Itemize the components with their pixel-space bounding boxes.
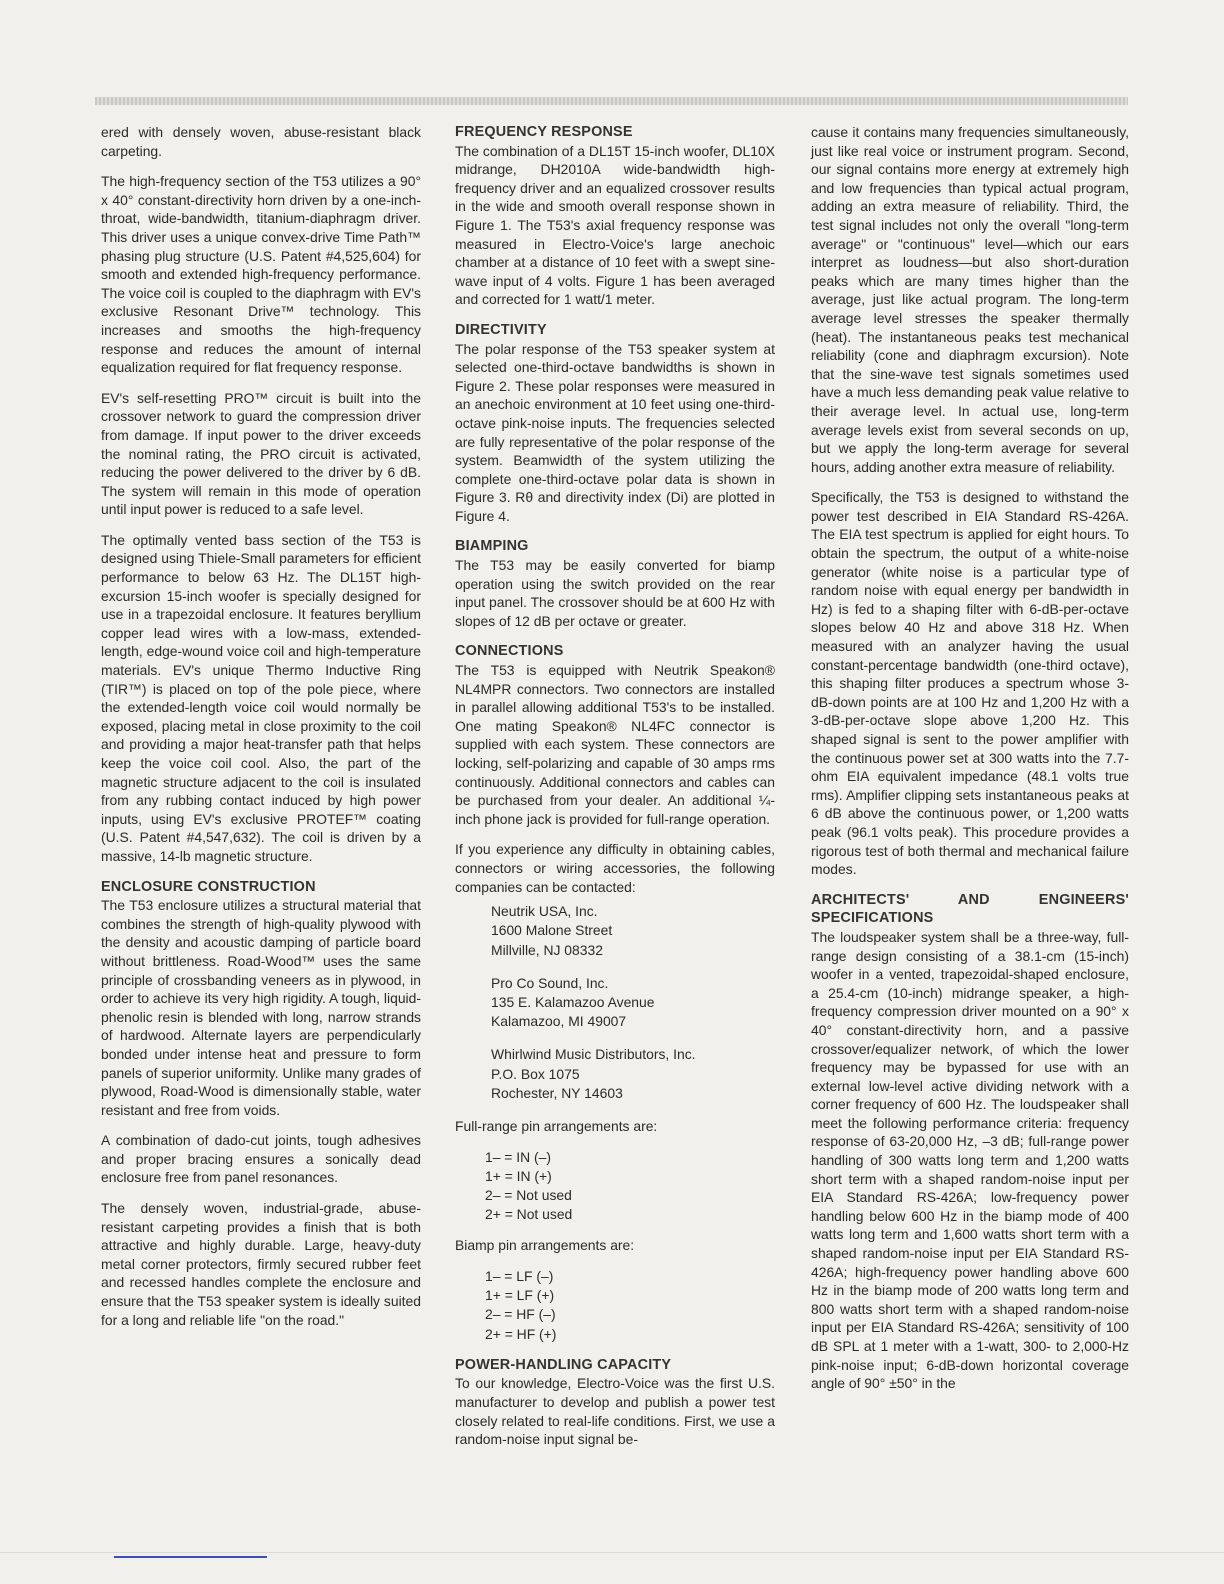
paragraph-difficulty: If you experience any difficulty in obtaining cables, connectors or wiring accessories, the following companies can be contacted: [455,841,775,895]
heading-connections: CONNECTIONS [455,643,564,660]
paragraph-biamping: The T53 may be easily converted for biamp operation using the switch provided on the rear input panel. The crossover should be at 600 Hz with slopes of 12 dB per octave or greater. [455,557,775,629]
paragraph-frequency-response: The combination of a DL15T 15-inch woofer, DL10X midrange, DH2010A wide-bandwidth high-frequency driver and an equalized crossover results in the wide and smooth overall response shown in Figure 1. The T53's axial frequency response was measured in Electro-Voice's large anechoic chamber at a distance of 10 feet with a swept sine-wave input of 4 volts. Figure 1 has been averaged and corrected for 1 watt/1 meter. [455,142,775,308]
column-left [101,123,421,1341]
fullrange-pin-list [485,1148,775,1225]
address-line: 135 E. Kalamazoo Avenue [491,993,655,1010]
paragraph-directivity: The polar response of the T53 speaker system at selected one-third-octave bandwidths is shown in Figure 2. These polar responses were measured in an anechoic environment at 10 feet using one-third-octave pink-noise inputs. The frequencies selected are fully representative of the polar response of the system. Beamwidth of the system utilizing the complete one-third-octave polar data is shown in Figure 3. Rθ and directivity index (Di) are plotted in Figure 4. [455,340,775,524]
paragraph-pro-circuit: EV's self-resetting PRO™ circuit is built into the crossover network to guard the compression driver from damage. If input power to the driver exceeds the nominal rating, the PRO circuit is activated, reducing the power delivered to the driver by 6 dB. The system will remain in this mode of operation until input power is reduced to a safe level. [101,389,421,518]
paragraph-dado-joints: A combination of dado-cut joints, tough adhesives and proper bracing ensures a sonically dead enclosure free from panel resonances. [101,1132,421,1186]
footer-rule [0,1552,1224,1553]
pin-item: 2+ = Not used [485,1206,573,1223]
paragraph-power-cont: cause it contains many frequencies simultaneously, just like real voice or instrument program. Second, our signal contains more energy at extremely high and low frequencies than typical actual program, adding an extra measure of reliability. Third, the test signal includes not only the overall "long-term average" or "continuous" level—which our ears interpret as loudness—but also short-duration peaks which are many times higher than the average, just like actual program. The long-term average level stresses the speaker thermally (heat). The instantaneous peaks test mechanical reliability (cone and diaphragm excursion). Note that the sine-wave test signals sometimes used have a much less demanding peak value relative to their average level. In actual use, long-term average levels exist from several seconds on up, but we apply the long-term average for several hours, adding another extra measure of reliability. [811,124,1129,475]
paragraph-eia-test: Specifically, the T53 is designed to withstand the power test described in EIA Standard RS-426A. The EIA test spectrum is applied for eight hours. To obtain the spectrum, the output of a white-noise generator (white noise is a particular type of random noise with equal energy per bandwidth in Hz) is fed to a shaping filter with 6-dB-per-octave slopes below 40 Hz and above 318 Hz. When measured with an analyzer having the usual constant-percentage bandwidth (one-third octave), this shaping filter produces a spectrum whose 3-dB-down points are at 100 Hz and 1,200 Hz with a 3-dB-per-octave slope above 1,200 Hz. This shaped signal is sent to the power amplifier with the continuous power set at 300 watts into the 7.7-ohm EIA equivalent impedance (48.1 volts true rms). Amplifier clipping sets instantaneous peaks at 6 dB above the continuous power, or 1,200 watts peak (96.1 volts peak). This procedure provides a rigorous test of both thermal and mechanical failure modes. [811,489,1129,878]
header-rule [95,97,1128,105]
paragraph-power-handling: To our knowledge, Electro-Voice was the first U.S. manufacturer to develop and publish a power test closely related to real-life conditions. First, we use a random-noise input signal be- [455,1375,775,1448]
heading-frequency-response: FREQUENCY RESPONSE [455,124,633,140]
biamp-pins-intro: Biamp pin arrangements are: [455,1237,635,1254]
column-middle [455,123,775,1461]
pin-item: 1– = IN (–) [485,1148,552,1165]
paragraph-connections: The T53 is equipped with Neutrik Speakon® NL4MPR connectors. Two connectors are installed in parallel allowing additional T53's to be installed. One mating Speakon® NL4FC connector is supplied with each system. These connectors are locking, self-polarizing and capable of 30 amps rms continuously. Additional connectors and cables can be purchased from your dealer. An additional ¼-inch phone jack is provided for full-range operation. [455,662,775,827]
address-whirlwind [491,1045,775,1103]
heading-directivity: DIRECTIVITY [455,321,547,338]
paragraph-high-frequency: The high-frequency section of the T53 utilizes a 90° x 40° constant-directivity horn driven by a one-inch-throat, wide-bandwidth, titanium-diaphragm driver. This driver uses a unique convex-drive Time Path™ phasing plug structure (U.S. Patent #4,525,604) for smooth and extended high-frequency performance. The voice coil is coupled to the diaphragm with EV's exclusive Resonant Drive™ technology. This increases and smooths the high-frequency response and reduces the amount of internal equalization required for flat frequency response. [101,173,421,376]
paragraph-carpeting: The densely woven, industrial-grade, abuse-resistant carpeting provides a finish that is both attractive and highly durable. Large, heavy-duty metal corner protectors, firmly secured rubber feet and recessed handles complete the enclosure and ensure that the T53 speaker system is ideally suited for a long and reliable life "on the road." [101,1200,421,1328]
address-line: P.O. Box 1075 [491,1065,580,1082]
paragraph-carpeting-cont: ered with densely woven, abuse-resistant black carpeting. [101,124,421,159]
pin-item: 2– = HF (–) [485,1306,556,1323]
address-pro-co [491,974,775,1032]
pin-item: 2+ = HF (+) [485,1325,557,1342]
heading-biamping: BIAMPING [455,538,529,555]
column-right [811,123,1129,1405]
address-line: Pro Co Sound, Inc. [491,974,609,991]
paragraph-specifications: The loudspeaker system shall be a three-way, full-range design consisting of a 38.1-cm (15-inch) woofer in a vented, trapezoidal-shaped enclosure, a 25.4-cm (10-inch) midrange speaker, a high-frequency compression driver mounted on a 90° x 40° constant-directivity horn, and a passive crossover/equalizer network, of which the lower frequency may be bypassed for use with an external low-level active dividing network with a corner frequency of 600 Hz. The loudspeaker shall meet the following performance criteria: frequency response of 63-20,000 Hz, –3 dB; full-range power handling of 300 watts long term and 1,200 watts short term with a shaped random-noise input per EIA Standard RS-426A; low-frequency power handling below 600 Hz in the biamp mode of 400 watts long term and 1,600 watts short term with a shaped random-noise input per EIA Standard RS-426A; high-frequency power handling above 600 Hz in the biamp mode of 200 watts long term and 800 watts short term with a shaped random-noise input per EIA Standard RS-426A; sensitivity of 100 dB SPL at 1 meter with a 1-watt, 300- to 2,000-Hz pink-noise input; 6-dB-down horizontal coverage angle of 90° ±50° in the [811,928,1129,1392]
heading-power-handling: POWER-HANDLING CAPACITY [455,1356,672,1373]
footer-mark [114,1556,267,1558]
heading-enclosure-construction: ENCLOSURE CONSTRUCTION [101,878,316,895]
address-line: Neutrik USA, Inc. [491,903,598,920]
heading-architects-specifications: ARCHITECTS' AND ENGINEERS' SPECIFICATIONS [811,891,1129,927]
address-neutrik [491,902,775,960]
pin-item: 1+ = IN (+) [485,1167,552,1184]
paragraph-bass-section: The optimally vented bass section of the T53 is designed using Thiele-Small parameters for efficient performance to below 63 Hz. The DL15T high-excursion 15-inch woofer is specially designed for use in a trapezoidal enclosure. It features beryllium copper lead wires with a low-mass, extended-length, edge-wound voice coil and high-temperature materials. EV's unique Thermo Inductive Ring (TIR™) is placed on top of the pole piece, where the extended-length voice coil would normally be exposed, placing metal in close proximity to the coil and providing a major heat-transfer path that helps keep the voice coil cool. Also, the part of the magnetic structure adjacent to the coil is insulated from any rubbing contact induced by high power inputs, using EV's exclusive PROTEF™ coating (U.S. Patent #4,547,632). The coil is driven by a massive, 14-lb magnetic structure. [101,531,421,864]
address-line: Whirlwind Music Distributors, Inc. [491,1046,696,1063]
paragraph-road-wood: The T53 enclosure utilizes a structural material that combines the strength of high-quality plywood with the density and acoustic damping of particle board without brittleness. Road-Wood™ uses the same principle of crossbanding veneers as in plywood, in order to achieve its very high rigidity. A tough, liquid-phenolic resin is blended with long, narrow strands of hardwood. Alternate layers are perpendicularly bonded under intense heat and pressure to form panels of superior uniformity. Unlike many grades of plywood, Road-Wood is dimensionally stable, water resistant and free from voids. [101,897,421,1118]
address-line: Millville, NJ 08332 [491,941,603,958]
pin-item: 1+ = LF (+) [485,1287,555,1304]
pin-item: 1– = LF (–) [485,1267,554,1284]
address-line: Rochester, NY 14603 [491,1084,623,1101]
biamp-pin-list [485,1267,775,1344]
address-line: 1600 Malone Street [491,922,613,939]
address-line: Kalamazoo, MI 49007 [491,1013,627,1030]
pin-item: 2– = Not used [485,1186,572,1203]
fullrange-pins-intro: Full-range pin arrangements are: [455,1117,658,1134]
